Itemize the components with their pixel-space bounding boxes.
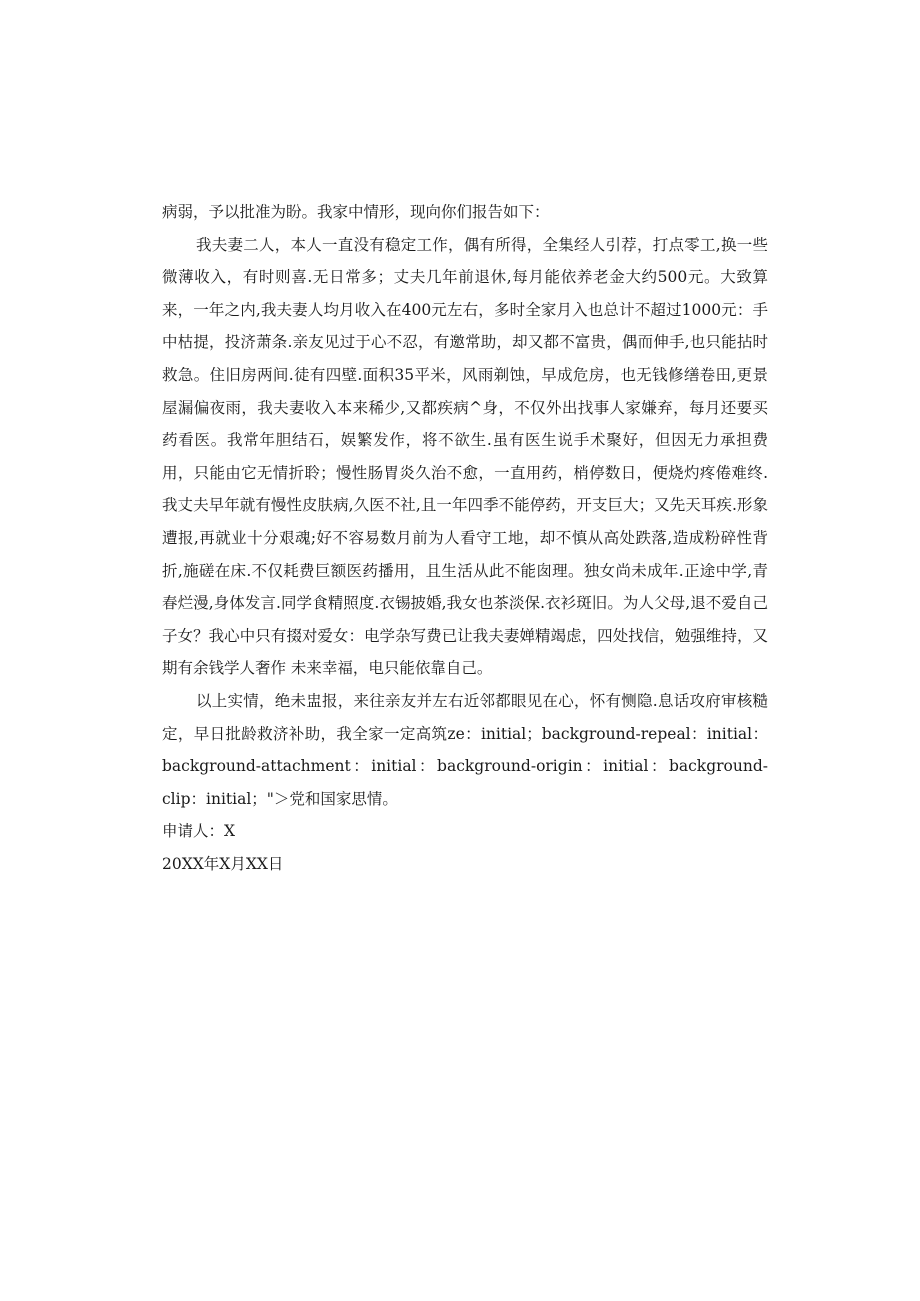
paragraph-closing-request: 以上实情，绝未盅报，来往亲友并左右近邻都眼见在心，怀有恻隐.息话攻府审核糙定，早日批龄救济补助，我全家一定高筑ze：initial；background-repeal：initial：background-attachment：initial：background-origin：initial：background-clip：initial；"＞党和国家思情。 [162,691,768,808]
document-body [162,196,768,880]
applicant-signature: 申请人：X [162,822,236,841]
application-date: 20XX年X月XX日 [162,854,284,873]
paragraph-family-situation: 我夫妻二人，本人一直没有稳定工作，偶有所得，全集经人引荐，打点零工,换一些微薄收入，有时则喜.无日常多；丈夫几年前退休,每月能依养老金大约500元。大致算来，一年之内,我夫妻人均月收入在400元左右，多时全家月入也总计不超过1000元：手中枯提，投济萧条.亲友见过于心不忍，有邀常助，却又都不富贵，偶而伸手,也只能拈时救急。住旧房两间.徒有四壁.面积35平米，风雨剃蚀，早成危房，也无钱修缮卷田,更景屋漏偏夜雨，我夫妻收入本来稀少,又都疾病^身，不仅外出找事人家嫌弃，每月还要买药看医。我常年胆结石，娱繁发作，将不欲生.虽有医生说手术聚好，但因无力承担费用，只能由它无情折聆；慢性肠胃炎久治不愈，一直用药，梢停数日，便烧灼疼倦难终.我丈夫早年就有慢性皮肤病,久医不社,且一年四季不能停药，开支巨大；又先天耳疾.形象遭报,再就业十分艰魂;好不容易数月前为人看守工地，却不慎从高处跌落,造成粉碎性背折,施磋在床.不仅耗费巨额医药播用，且生活从此不能囱理。独女尚未成年.正途中学,青春烂漫,身体发言.同学食精照度.衣锡披婚,我女也茶淡保.衣衫斑旧。为人父母,退不爱自己子女？我心中只有掇对爱女：电学杂写费已让我夫妻婵精竭虑，四处找信，勉强维持，又期有余钱学人奢作 未来幸福，电只能依靠自己。 [162,235,768,678]
paragraph-intro: 病弱，予以批准为盼。我家中情形，现向你们报告如下： [162,203,550,221]
